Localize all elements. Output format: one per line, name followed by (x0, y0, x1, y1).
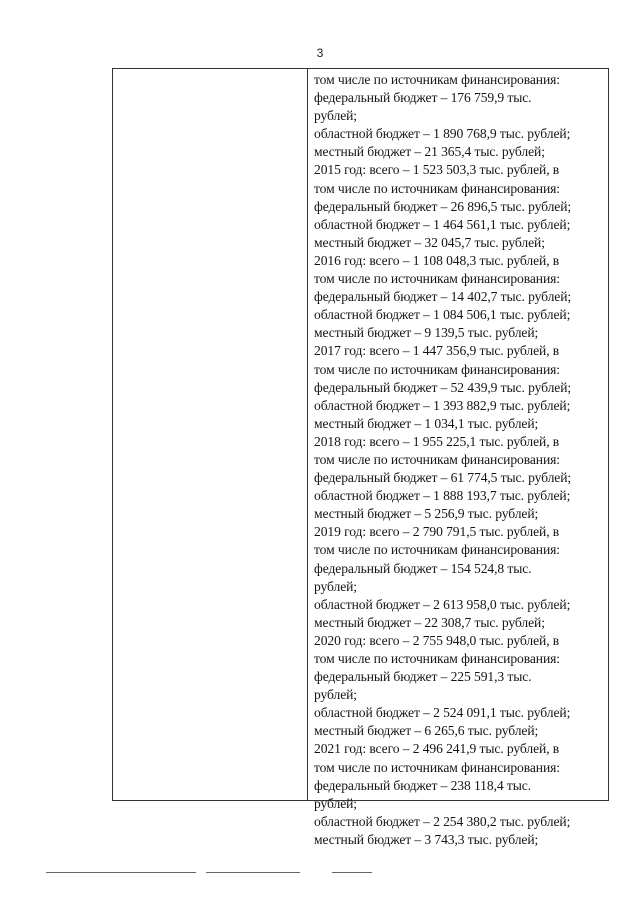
funding-line: местный бюджет – 3 743,3 тыс. рублей; (314, 831, 539, 847)
funding-line: местный бюджет – 1 034,1 тыс. рублей; (314, 415, 539, 431)
funding-line: 2015 год: всего – 1 523 503,3 тыс. рублей, в (314, 162, 560, 178)
funding-line: областной бюджет – 2 613 958,0 тыс. рублей; (314, 596, 571, 612)
funding-line: областной бюджет – 1 890 768,9 тыс. рублей; (314, 126, 571, 142)
funding-line: федеральный бюджет – 14 402,7 тыс. рублей; (314, 289, 572, 305)
funding-line: 2021 год: всего – 2 496 241,9 тыс. рублей, в (314, 741, 560, 757)
funding-line: рублей; (314, 687, 357, 703)
funding-line: федеральный бюджет – 26 896,5 тыс. рублей; (314, 198, 572, 214)
funding-line: федеральный бюджет – 52 439,9 тыс. рублей; (314, 379, 572, 395)
table-right-cell (309, 69, 608, 847)
funding-line: местный бюджет – 6 265,6 тыс. рублей; (314, 723, 539, 739)
footer-rule-left (46, 872, 196, 873)
funding-line: том числе по источникам финансирования: (314, 542, 560, 558)
funding-line: 2016 год: всего – 1 108 048,3 тыс. рублей, в (314, 252, 560, 268)
funding-line: том числе по источникам финансирования: (314, 651, 560, 666)
funding-line: том числе по источникам финансирования: (314, 271, 560, 287)
funding-line: областной бюджет – 2 524 091,1 тыс. рублей; (314, 705, 571, 721)
funding-line: местный бюджет – 21 365,4 тыс. рублей; (314, 144, 545, 160)
funding-line: рублей; (314, 108, 357, 124)
funding-line: местный бюджет – 32 045,7 тыс. рублей; (314, 234, 545, 250)
funding-line: федеральный бюджет – 176 759,9 тыс. (314, 90, 532, 106)
funding-table (112, 68, 609, 847)
funding-line: том числе по источникам финансирования: (314, 451, 560, 467)
funding-line: местный бюджет – 9 139,5 тыс. рублей; (314, 325, 539, 341)
funding-line: 2019 год: всего – 2 790 791,5 тыс. рублей, в (314, 524, 560, 540)
funding-line: том числе по источникам финансирования: (314, 759, 560, 775)
funding-line: областной бюджет – 1 888 193,7 тыс. рублей; (314, 488, 571, 504)
funding-line: 2018 год: всего – 1 955 225,1 тыс. рублей, в (314, 433, 560, 449)
funding-line: 2017 год: всего – 1 447 356,9 тыс. рублей, в (314, 343, 560, 359)
funding-line: областной бюджет – 1 464 561,1 тыс. рублей; (314, 216, 571, 232)
footer-rule-right (332, 872, 372, 873)
funding-line: местный бюджет – 22 308,7 тыс. рублей; (314, 614, 545, 630)
funding-line: федеральный бюджет – 61 774,5 тыс. рублей; (314, 470, 572, 486)
funding-line: федеральный бюджет – 225 591,3 тыс. (314, 669, 532, 685)
funding-line: областной бюджет – 1 393 882,9 тыс. рублей; (314, 397, 571, 413)
funding-line: областной бюджет – 1 084 506,1 тыс. рублей; (314, 307, 571, 323)
funding-line: областной бюджет – 2 254 380,2 тыс. рублей; (314, 813, 571, 829)
funding-line: том числе по источникам финансирования: (314, 72, 560, 87)
funding-line: рублей; (314, 578, 357, 594)
funding-line: федеральный бюджет – 154 524,8 тыс. (314, 560, 532, 576)
footer-rule-middle (206, 872, 300, 873)
page-number: 3 (316, 46, 324, 60)
funding-line: 2020 год: всего – 2 755 948,0 тыс. рублей, в (314, 632, 560, 648)
funding-line: том числе по источникам финансирования: (314, 361, 560, 377)
funding-line: федеральный бюджет – 238 118,4 тыс. (314, 777, 531, 793)
funding-line: рублей; (314, 795, 357, 811)
table-left-cell (113, 69, 308, 800)
funding-line: местный бюджет – 5 256,9 тыс. рублей; (314, 506, 539, 522)
funding-line: том числе по источникам финансирования: (314, 180, 560, 196)
